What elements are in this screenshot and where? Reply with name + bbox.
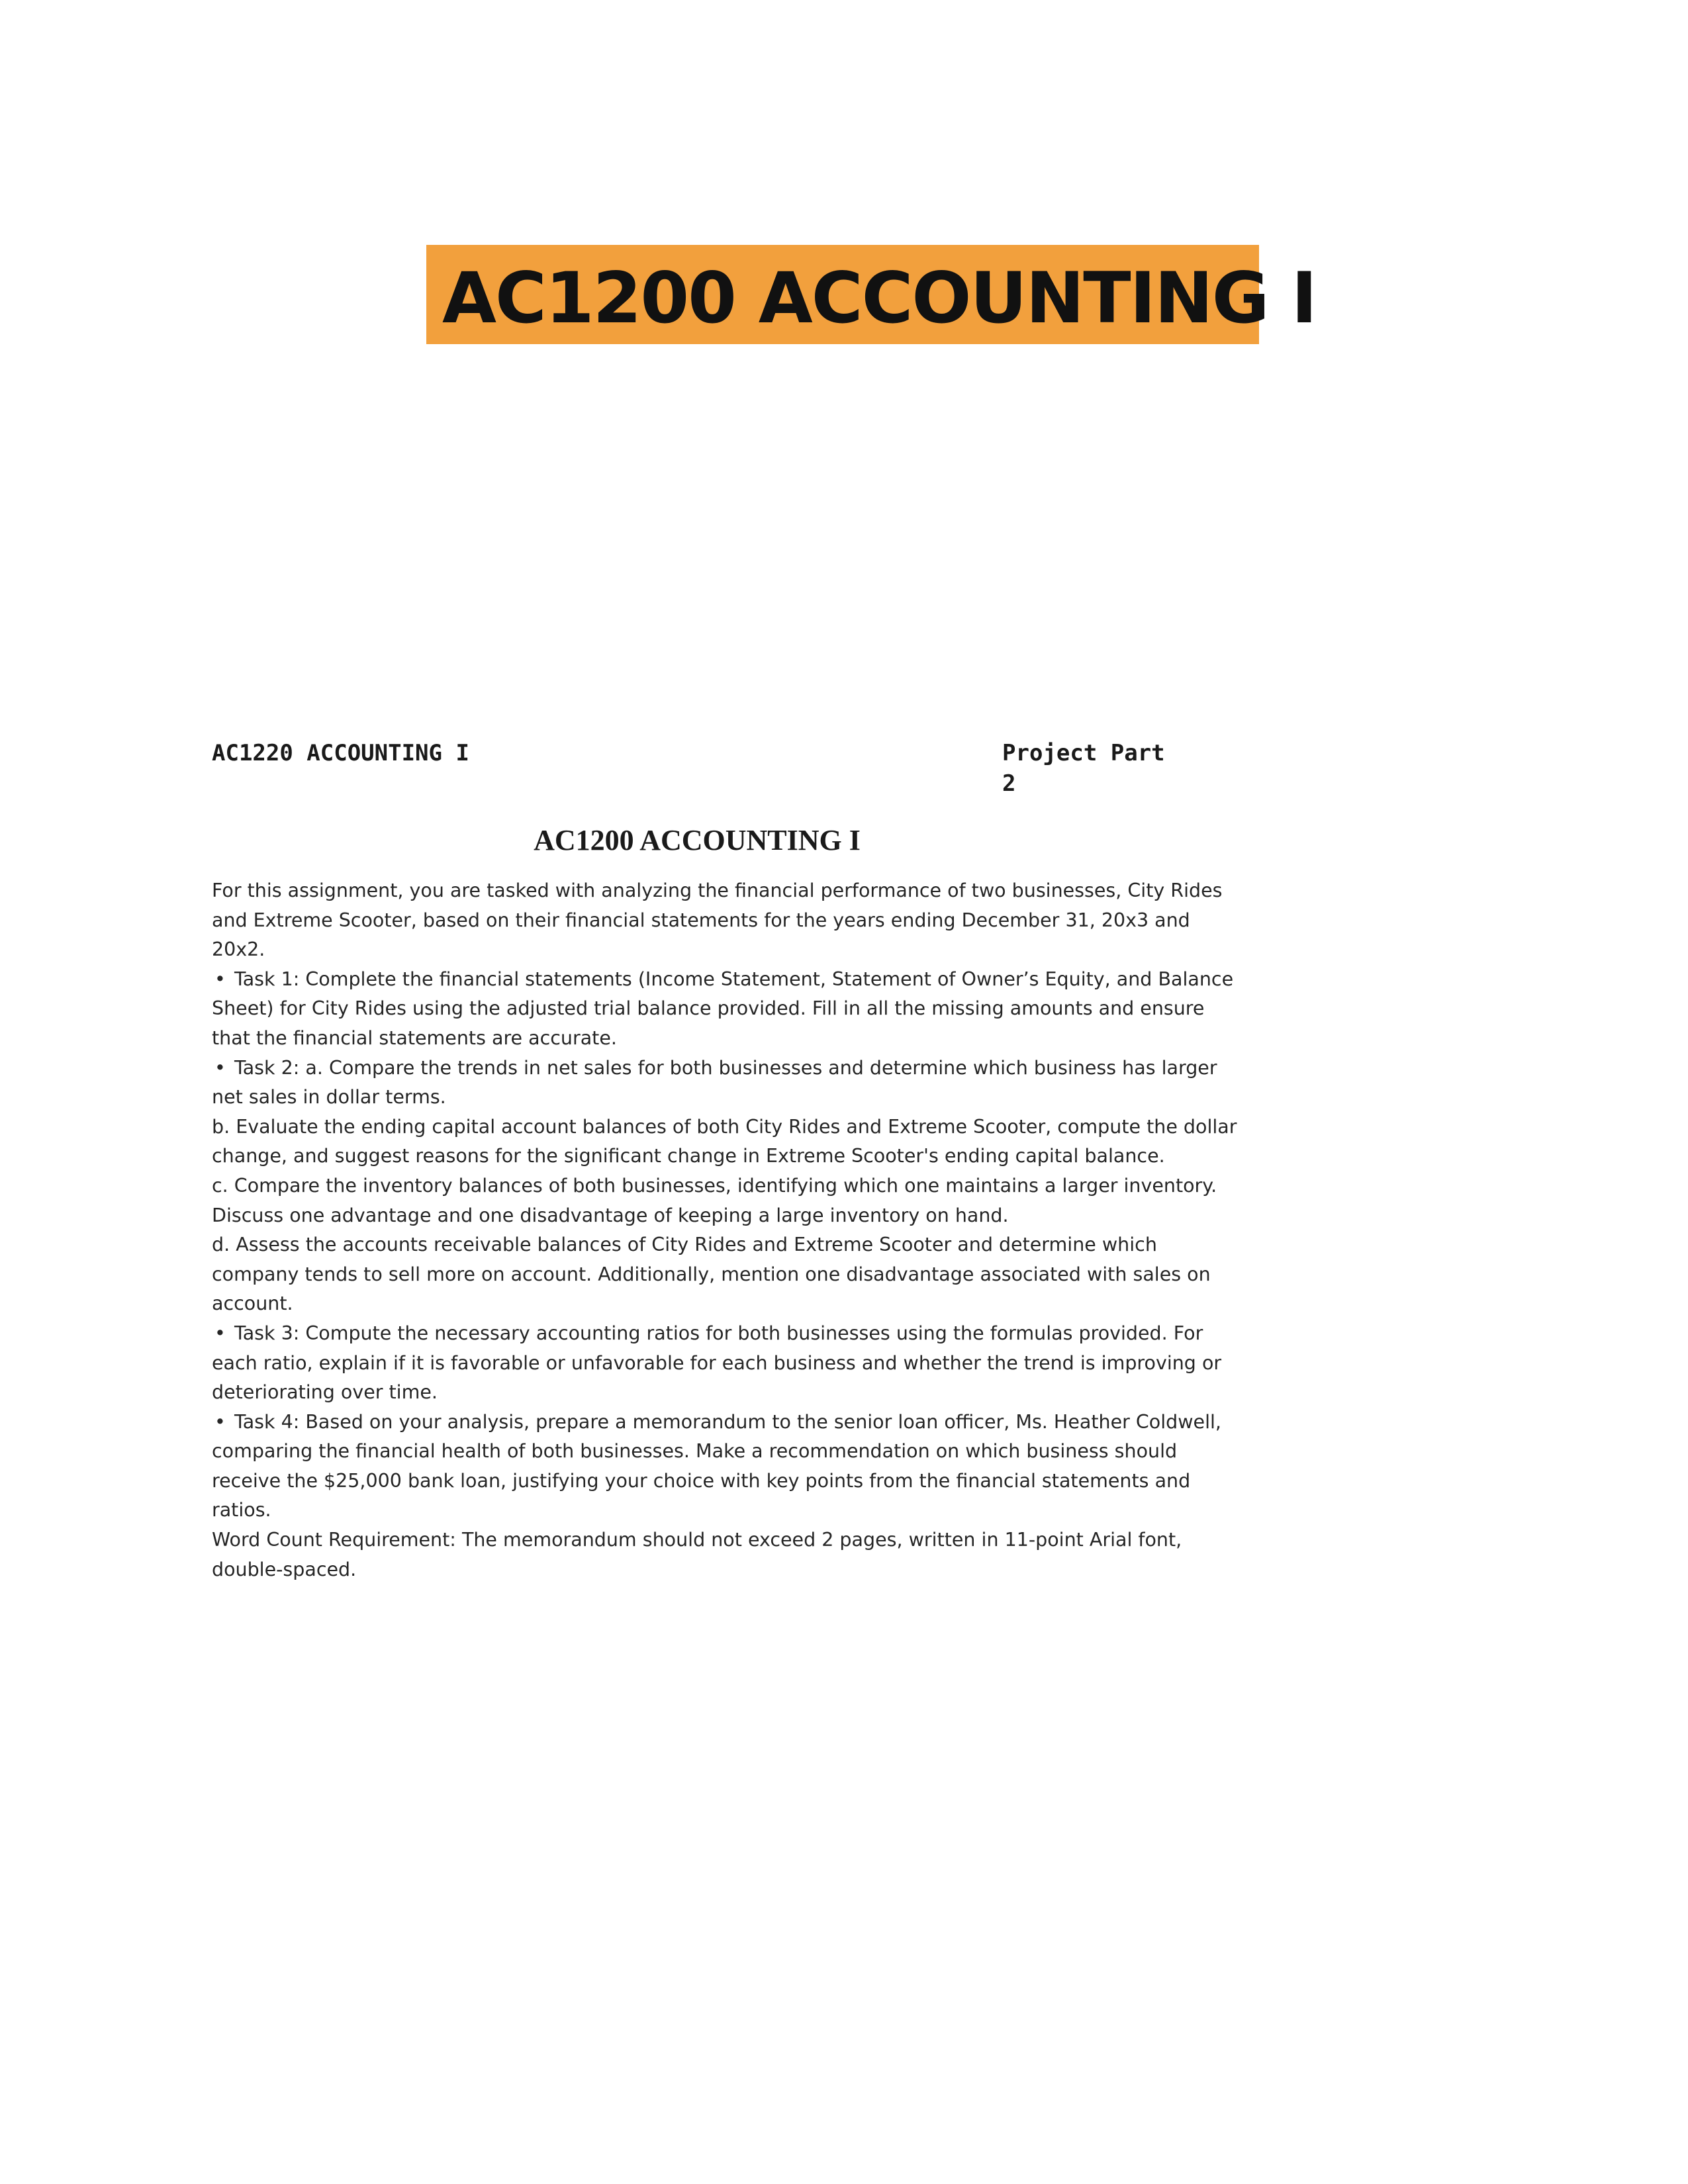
task-2c-item: c. Compare the inventory balances of both businesses, identifying which one maintains a larger inventory. Discuss one advantage and one disadvantage of keeping a large inventory on hand. — [212, 1174, 1217, 1226]
header-course-code: AC1220 ACCOUNTING I — [212, 740, 469, 766]
intro-paragraph: For this assignment, you are tasked with analyzing the financial performance of two businesses, City Rides and Extreme Scooter, based on their financial statements for the years ending December 31, 20x3 and 20x2. — [212, 880, 1223, 961]
task-2a-item: • Task 2: a. Compare the trends in net sales for both businesses and determine which business has larger net sales in dollar terms. — [212, 1054, 1244, 1113]
cover-title-banner — [426, 245, 1317, 344]
document-title: AC1200 ACCOUNTING I — [534, 824, 861, 856]
task-1-item: • Task 1: Complete the financial statements (Income Statement, Statement of Owner’s Equity, and Balance Sheet) for City Rides using the adjusted trial balance provided. Fill in all the missing amounts and ensure that the financial statements are accurate. — [212, 965, 1244, 1054]
task-4-item: • Task 4: Based on your analysis, prepare a memorandum to the senior loan officer, Ms. Heather Coldwell, comparing the financial health of both businesses. Make a recommendation on which business should receive the $25,000 bank loan, justifying your choice with key points from the financial statements and ratios. — [212, 1408, 1244, 1525]
page-header — [211, 738, 1184, 797]
task-2b-item: b. Evaluate the ending capital account balances of both City Rides and Extreme Scooter, compute the dollar change, and suggest reasons for the significant change in Extreme Scooter's ending capital balance. — [212, 1115, 1237, 1167]
assignment-instructions — [212, 876, 1244, 1584]
scanned-assignment-page — [211, 728, 1250, 1641]
task-2d-item: d. Assess the accounts receivable balances of City Rides and Extreme Scooter and determine which company tends to sell more on account. Additionally, mention one disadvantage associated with sales on account. — [212, 1234, 1211, 1315]
task-3-item: • Task 3: Compute the necessary accounting ratios for both businesses using the formulas provided. For each ratio, explain if it is favorable or unfavorable for each business and whether the trend is improving or deteriorating over time. — [212, 1319, 1244, 1408]
header-project-part: Project Part 2 — [1002, 740, 1165, 797]
cover-title: AC1200 ACCOUNTING I — [442, 257, 1317, 339]
word-count-requirement: Word Count Requirement: The memorandum should not exceed 2 pages, written in 11-point Arial font, double-spaced. — [212, 1529, 1182, 1580]
